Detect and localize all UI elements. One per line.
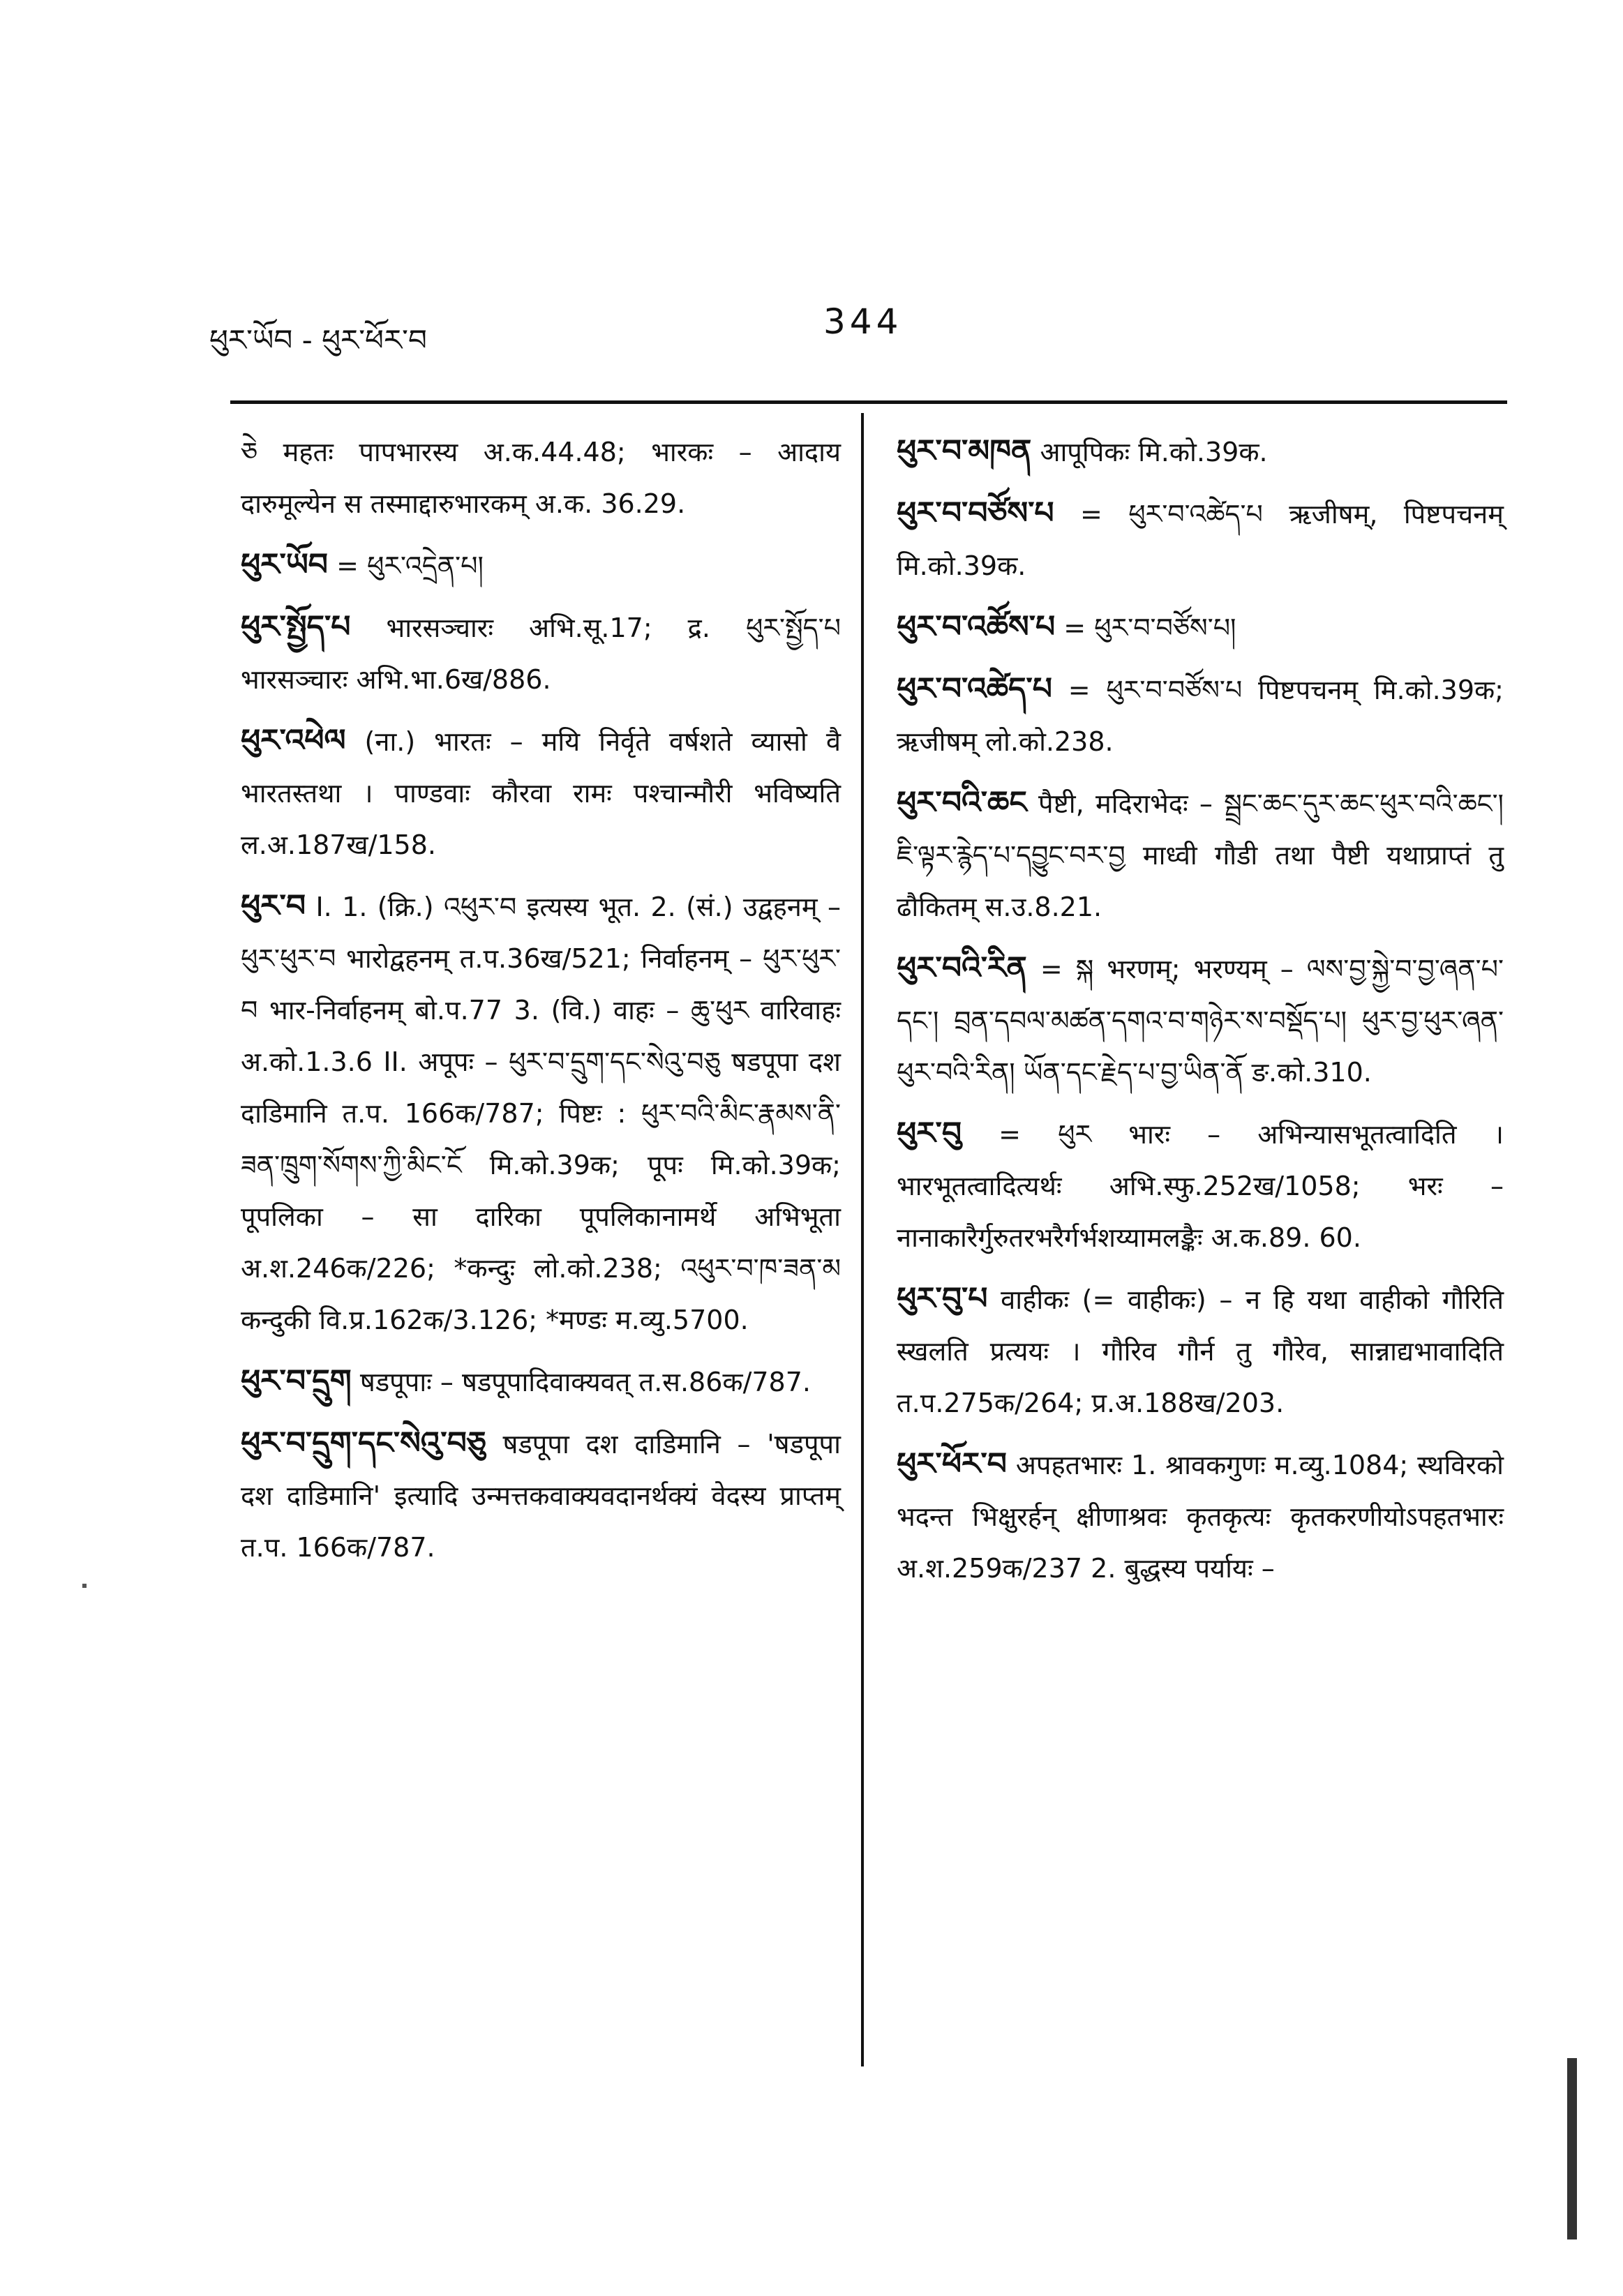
entry-text: = ཕུར भारः – अभिन्यासभूतत्वादिति । भारभूतत्वादित्यर्थः अभि.स्फु.252ख/1058; भरः – नानाकारैर्गुरुतरभरैर्गर्भशय्यामलङ्कैः अ.क.89. 60. [897,1119,1504,1253]
entry-headword: ཕུར་བ [241,888,306,924]
running-head: ཕུར་ཡོབ - ཕུར་ཕོར་བ [209,323,427,357]
dictionary-entry [241,539,841,592]
entry-text: षडपूपाः – षडपूपादिवाक्यवत् त.स.86क/787. [359,1367,811,1397]
scan-dot [82,1584,87,1588]
entry-text: षडपूपा दश दाडिमानि – 'षडपूपा दश दाडिमानि' इत्यादि उन्मत्तकवाक्यवदानर्थक्यं वेदस्य प्राप्तम् त.प. 166क/787. [241,1429,841,1563]
entry-headword: ཕུར་བ་མཁན [897,433,1032,469]
dictionary-entry [897,777,1504,933]
entry-text: वाहीकः (= वाहीकः) – न हि यथा वाहीको गौरिति स्खलति प्रत्ययः । गौरिव गौर्न तु गौरेव, सान्नाद्यभावादिति त.प.275क/264; प्र.अ.188ख/203. [897,1284,1504,1418]
entry-text: I. 1. (क्रि.) འཕུར་བ इत्यस्य भूत. 2. (सं.) उद्वहनम् – ཕུར་ཕུར་བ भारोद्वहनम् त.प.36ख/521; निर्वाहनम् – ཕུར་ཕུར་བ भार-निर्वाहनम् बो.प.77 3. (वि.) वाहः – ཆུ་ཕུར वारिवाहः अ.को.1.3.6 II. अपूपः – ཕུར་བ་དྲུག་དང་སེའུ་བཅུ षडपूपा दश दाडिमानि त.प. 166क/787; पिष्टः : ཕུར་བའི་མིང་རྣམས་ནི་ཟན་ཁྲུག་སོགས་ཀྱི་མིང་ངོ मि.को.39क; पूपः मि.को.39क; पूपलिका – सा दारिका पूपलिकानामर्थे अभिभूता अ.श.246क/226; *कन्दुः लो.को.238; འཕུར་བ་ཁ་ཟན་མ कन्दुकी वि.प्र.162क/3.126; *मण्डः म.व्यु.5700. [241,892,841,1335]
entry-text: = ཕུར་བ་འཚེད་པ ऋजीषम्, पिष्टपचनम् मि.को.39क. [897,499,1504,581]
entry-headword: ཕུར་འཕེལ [241,723,346,758]
dictionary-entry [897,426,1504,478]
dictionary-entry [897,1439,1504,1594]
entry-headword: ཕུར་བུ [897,1116,962,1151]
dictionary-entry [897,601,1504,654]
entry-text: ཅེ महतः पापभारस्य अ.क.44.48; भारकः – आदाय दारुमूल्येन स तस्माद्दारुभारकम् अ.क. 36.29. [241,437,841,519]
entry-text: = ཕུར་བ་བཙོས་པ पिष्टपचनम् मि.को.39क; ऋजीषम् लो.को.238. [897,675,1504,757]
dictionary-entry [241,880,841,1346]
dictionary-entry [897,488,1504,592]
entry-text: = ཕུར་འདྲེན་པ། [336,550,484,581]
entry-headword: ཕུར་བ་འཚོས་པ [897,609,1056,645]
entry-text: (ना.) भारतः – मयि निर्वृते वर्षशते व्यासो वै भारतस्तथा । पाण्डवाः कौरवा रामः पश्चान्मौरी भविष्यति ल.अ.187ख/158. [241,726,841,860]
entry-headword: ཕུར་བ་དྲུག [241,1363,352,1399]
left-column [241,426,841,1583]
dictionary-entry [241,1356,841,1408]
column-divider [861,413,864,2066]
entry-headword: ཕུར་བ་དྲུག་དང་སེའུ་བཅུ [241,1425,486,1461]
dictionary-entry [241,601,841,705]
entry-headword: ཕུར་བ་བཙོས་པ [897,495,1054,531]
dictionary-entry [897,663,1504,767]
dictionary-entry [241,715,841,871]
entry-headword: ཕུར་བའི་རིན [897,950,1027,986]
dictionary-entry [897,1273,1504,1429]
entry-text: भारसञ्चारः अभि.सू.17; द्र. ཕུར་སྤྱོད་པ भारसञ्चारः अभि.भा.6ख/886. [241,613,841,695]
dictionary-entry [241,426,841,530]
scan-edge-mark [1567,2058,1577,2239]
entry-headword: ཕུར་ཡོབ [241,547,328,583]
entry-text: = ཕུར་བ་བཙོས་པ། [1063,613,1236,643]
entry-text: = སྐ भरणम्; भरण्यम् – ལས་བྱ་སྐྱེ་བ་བྱ་ཞན་པ་དང་། བྲན་དབལ་མཚན་དགའ་བ་གཉེར་ས་བསྡོད་པ། ཕུར་བྱ་ཕུར་ཞན་ཕུར་བའི་རིན། ཡོན་དང་རྗེད་པ་བྱ་ཡིན་ནོ ङ.को.310. [897,954,1504,1088]
entry-text: पैष्टी, मदिराभेदः – སྦྲང་ཆང་དུར་ཆང་ཕུར་བའི་ཆང་། ཇི་ལྟར་རྙེད་པ་དབྱུང་བར་བྱ माध्वी गौडी तथा पैष्टी यथाप्राप्तं तु ढौकितम् स.उ.8.21. [897,788,1504,922]
dictionary-entry [897,1108,1504,1263]
dictionary-entry [241,1418,841,1573]
page-number: 344 [823,301,903,342]
right-column [897,426,1504,1604]
entry-headword: ཕུར་བ་འཚེད་པ [897,671,1052,707]
top-rule [230,400,1507,404]
entry-headword: ཕུར་བུ་པ [897,1281,988,1316]
entry-text: आपूपिकः मि.को.39क. [1040,437,1268,467]
dictionary-entry [897,943,1504,1098]
entry-headword: ཕུར་ཕོར་བ [897,1446,1007,1482]
entry-text: अपहतभारः 1. श्रावकगुणः म.व्यु.1084; स्थविरको भदन्त भिक्षुरर्हन् क्षीणाश्रवः कृतकृत्यः कृतकरणीयोऽपहतभारः अ.श.259क/237 2. बुद्धस्य पर्यायः – [897,1450,1504,1584]
entry-headword: ཕུར་སྤྱོད་པ [241,609,351,645]
entry-headword: ཕུར་བའི་ཆང [897,785,1027,820]
